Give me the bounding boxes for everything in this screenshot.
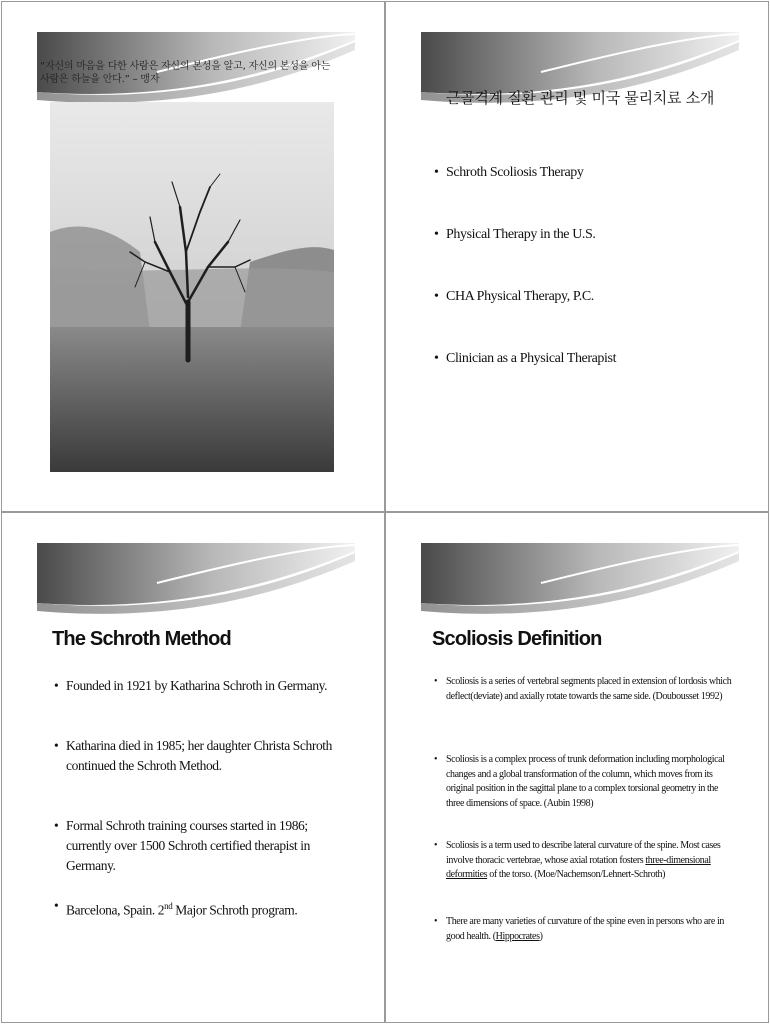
slide-header-swoosh bbox=[37, 543, 355, 621]
misty-tree-photo bbox=[50, 102, 334, 472]
slide-quote bbox=[1, 1, 385, 512]
list-item: • Scoliosis is a complex process of trunk deformation including morphological changes and a global transformation of the column, which moves from its original position in the sagittal plane to a complex torsional geometry in the three dimensions of space. (Aubin 1998) bbox=[434, 753, 734, 839]
schroth-list bbox=[54, 676, 354, 921]
slide-title: The Schroth Method bbox=[52, 628, 231, 650]
list-item: • CHA Physical Therapy, P.C. bbox=[434, 289, 744, 351]
list-item: • Physical Therapy in the U.S. bbox=[434, 227, 744, 289]
three-dimensional-deformities-link[interactable]: three-dimensional deformities bbox=[446, 854, 711, 880]
list-item: • Founded in 1921 by Katharina Schroth in Germany. bbox=[54, 676, 354, 736]
hippocrates-link[interactable]: Hippocrates bbox=[495, 930, 540, 942]
quote-text: “자신의 마음을 다한 사람은 자신의 본성을 알고, 자신의 본성을 아는 사람은 하늘을 안다.” – 맹자 bbox=[40, 61, 331, 85]
list-item: • Scoliosis is a series of vertebral segments placed in extension of lordosis which deflect(deviate) and axially rotate towards the same side. (Doubousset 1992) bbox=[434, 675, 734, 753]
list-item: • Katharina died in 1985; her daughter Christa Schroth continued the Schroth Method. bbox=[54, 736, 354, 816]
slide-scoliosis-definition bbox=[385, 512, 769, 1023]
list-item: • There are many varieties of curvature of the spine even in persons who are in good health. (Hippocrates) bbox=[434, 915, 734, 944]
slide-title: 근골격계 질환 관리 및 미국 물리치료 소개 bbox=[445, 89, 715, 107]
list-item: • Barcelona, Spain. 2nd Major Schroth program. bbox=[54, 896, 354, 921]
list-item: • Scoliosis is a term used to describe lateral curvature of the spine. Most cases involve thoracic vertebrae, whose axial rotation fosters three-dimensional deformities of the torso. (Moe/Nachemson/Lehnert-Schroth) bbox=[434, 839, 734, 915]
slide-contents bbox=[385, 1, 769, 512]
slide-schroth-method bbox=[1, 512, 385, 1023]
slide-title: Scoliosis Definition bbox=[432, 628, 602, 650]
list-item: • Formal Schroth training courses started in 1986; currently over 1500 Schroth certified therapist in Germany. bbox=[54, 816, 354, 896]
list-item: • Schroth Scoliosis Therapy bbox=[434, 165, 744, 227]
contents-list bbox=[434, 165, 744, 413]
slide-header-swoosh bbox=[421, 543, 739, 621]
definition-list bbox=[434, 675, 734, 944]
list-item: • Clinician as a Physical Therapist bbox=[434, 351, 744, 413]
